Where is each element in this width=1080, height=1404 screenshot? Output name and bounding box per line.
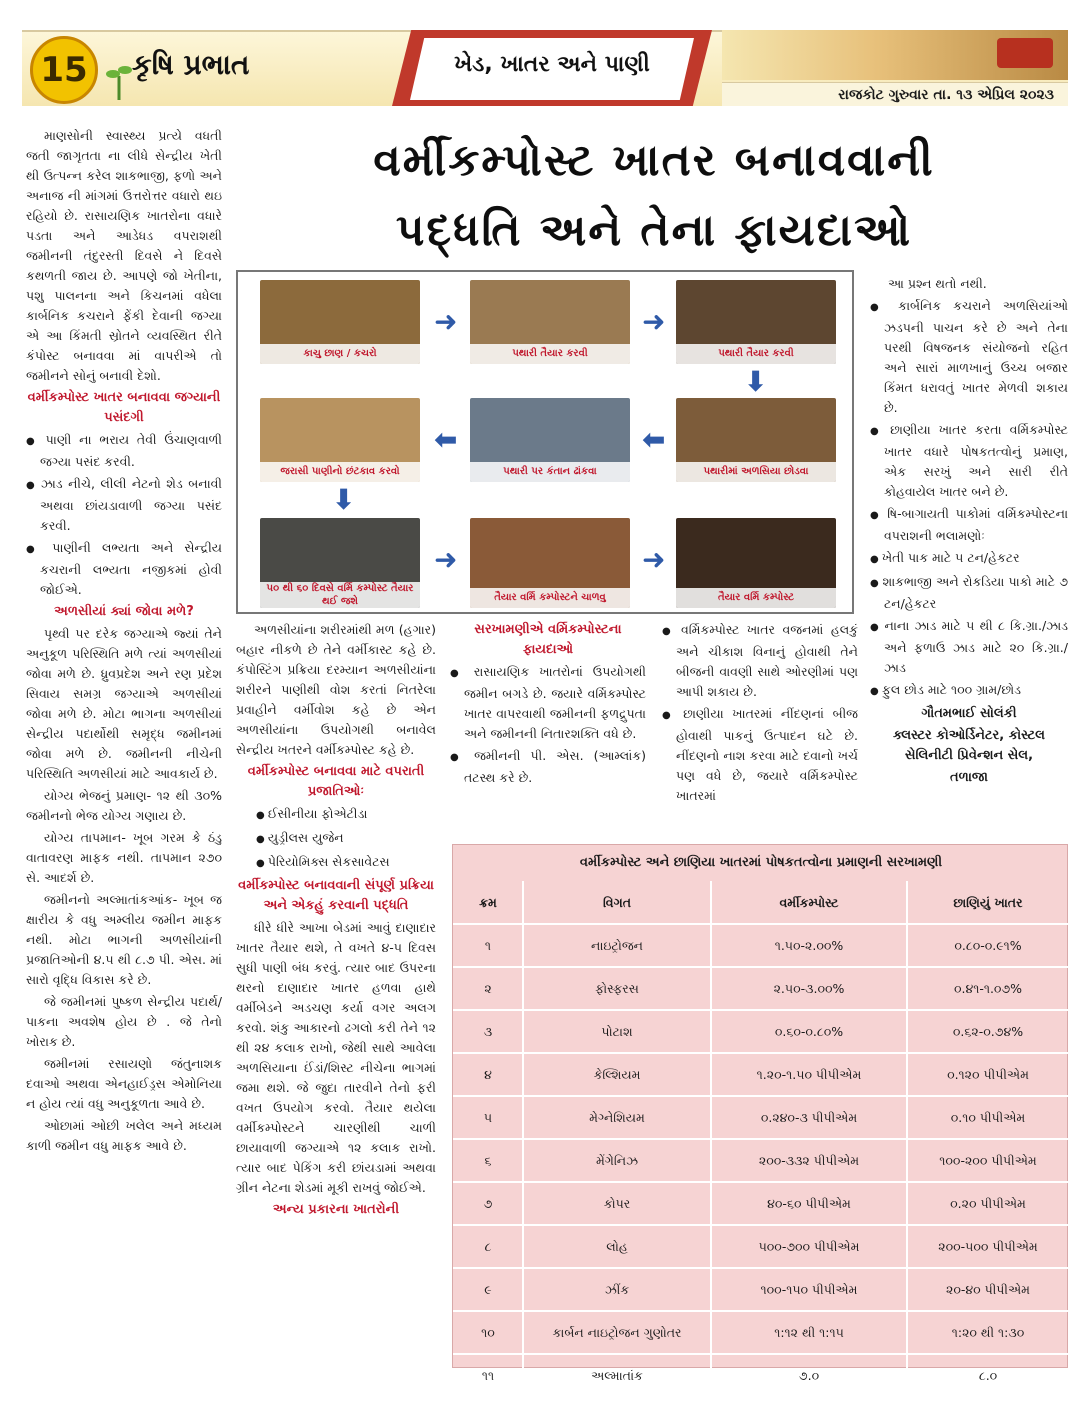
table-cell: ૨ [484,981,492,996]
process-photo [676,518,836,608]
table-cell: ૨૦૦-૫૦૦ પીપીએમ [938,1239,1038,1254]
row-divider [453,1052,1069,1054]
table-cell: ૬ [484,1153,492,1168]
topic-tag: ખેડ, ખાતર અને પાણી [454,52,650,77]
process-photo [260,398,420,482]
table-row [453,1096,1069,1139]
table-title: વર્મીકમ્પોસ્ટ અને છાણિયા ખાતરમાં પોષકતત્વોના પ્રમાણની સરખામણી [579,855,943,870]
bullet-item: ● ખેતી પાક માટે ૫ ટન/હેકટર [870,548,1068,570]
headline-line-1: વર્મીકમ્પોસ્ટ ખાતર બનાવવાની [373,135,935,186]
subheading-site-selection: વર્મીકમ્પોસ્ટ ખાતર બનાવવા જગ્યાની પસંદગી [27,390,221,425]
table-cell: અલ્માતાંક [591,1368,643,1383]
photo-caption: ૫૦ થી ૬૦ દિવસે વર્મિ કમ્પોસ્ટ તૈયાર થઈ જશે [260,582,420,608]
table-cell: ૦.૬૦-૦.૮૦% [774,1024,844,1039]
arrow-right-icon: ➜ [642,305,666,338]
column-3 [450,620,646,790]
bullet-item: ● વર્મિકમ્પોસ્ટ ખાતર વજનમાં હલકું અને ચીકાશ વિનાનું હોવાથી તેને બીજની વાવણી સાથે ઓરણીમાં પણ આપી શકાય છે. [662,620,858,702]
bullet-item: ● કાર્બનિક કચરાને અળસિયાંઓ ઝડપની પાચન કરે છે અને તેના પરથી વિષજનક સંયોજનો રહિત અને સારાં માળખાનું ઉચ્ચ બજાર કિંમત ધરાવતું ખાતર મેળવી શકાય છે. [870,296,1068,418]
table-header-cell: છાણિયું ખાતર [953,895,1023,910]
table-row [453,1139,1069,1182]
headline [236,126,1072,266]
page-number: 15 [30,36,98,104]
photo-caption: તૈયાર વર્મિ કમ્પોસ્ટ [676,588,836,608]
table-cell: ૧૦ [481,1325,495,1340]
table-cell: ૪ [484,1067,492,1082]
bullet-item: ● ઝાડ નીચે, લીલી નેટનો શેડ બનાવી અથવા છાંયડાવાળી જગ્યા પસંદ કરવી. [26,474,222,536]
headline-line-2: પદ્ધતિ અને તેના ફાયદાઓ [395,205,913,256]
row-divider [453,1181,1069,1183]
column-divider [522,881,524,1369]
table-cell: ૧:૧૨ થી ૧:૧૫ [774,1325,844,1340]
table-cell: ૫૦૦-૭૦૦ પીપીએમ [758,1239,860,1254]
photo-caption: પથારી તૈયાર કરવી [676,344,836,364]
bullet-item: ● પેરિયોમિક્સ સેકસાવેટસ [236,852,436,874]
nutrient-comparison-table [452,844,1068,1383]
table-cell: ૧:૨૦ થી ૧:૩૦ [951,1325,1025,1340]
row-divider [453,1224,1069,1226]
table-cell: ઝીંક [604,1282,630,1297]
subheading-comparison: અન્ય પ્રકારના ખાતરોની [272,1202,400,1217]
subheading-species: વર્મીકમ્પોસ્ટ બનાવવા માટે વપરાતી પ્રજાતિઓઃ [247,764,425,799]
paragraph: જમીનમાં રસાયણો જંતુનાશક દવાઓ અથવા એનહાઈડ્રસ એમોનિયા ન હોય ત્યાં વધુ અનુકૂળતા આવે છે. [26,1056,222,1111]
photo-caption: જરાસી પાણીનો છંટકાવ કરવો [260,462,420,482]
table-cell: નાઇટ્રોજન [591,938,643,953]
bullet-item: ● યુડ્રીલસ યુજેન [236,828,436,850]
table-cell: ૧ [484,938,492,953]
table-cell: ફોસ્ફરસ [595,981,639,996]
section-title: કૃષિ પ્રભાત [132,48,250,81]
column-divider [906,881,908,1369]
table-row [453,1182,1069,1225]
table-cell: કોપર [603,1196,631,1211]
process-photo [676,398,836,482]
photo-caption: પથારી તૈયાર કરવી [470,344,630,364]
table-cell: ૧૦૦-૨૦૦ પીપીએમ [939,1153,1037,1168]
column-4 [662,620,858,808]
table-cell: કેલ્શિયમ [593,1067,641,1082]
table-row [453,1053,1069,1096]
paragraph: પૃથ્વી પર દરેક જગ્યાએ જ્યાં તેને અનુકૂળ પરિસ્થિતિ મળે ત્યાં અળસીયાં જોવા મળે છે. ધ્રુવપ્રદેશ અને રણ પ્રદેશ સિવાય સમગ્ર જગ્યાએ અળસીયાં જોવા મળે છે. મોટા ભાગના અળસીયાં સેન્દ્રીય પદાર્થોથી સમૃદ્ધ જમીનમાં જોવા મળે છે. જમીનની નીચેની પરિસ્થિતિ અળસીયાં માટે આવકાર્ય છે. [26,626,222,781]
table-header-cell: ક્રમ [479,895,497,910]
table-cell: ૦.૪૧-૧.૦૭% [953,981,1023,996]
table-cell: ૦.૮૦-૦.૯૧% [954,938,1022,953]
table-cell: લોહ [606,1239,628,1254]
process-photo [470,518,630,608]
table-row [453,1311,1069,1354]
arrow-right-icon: ➜ [642,543,666,576]
table-header-row [453,881,1069,924]
column-divider [710,881,712,1369]
row-divider [453,923,1069,925]
dateline: રાજકોટ ગુરુવાર તા. ૧૩ એપ્રિલ ૨૦૨૩ [722,82,1068,106]
table-row [453,924,1069,967]
table-cell: ૧૧ [481,1368,495,1383]
process-photo [676,280,836,364]
bullet-item: ● છાણીયા ખાતર કરતા વર્મિકમ્પોસ્ટ ખાતર વધારે પોષકતત્વોનું પ્રમાણ, એક સરખું અને સારી રીતે કોહવાયેલ ખાતર બને છે. [870,420,1068,502]
process-photo [260,280,420,364]
author-role: ક્લસ્ટર કોઓર્ડિનેટર, કોસ્ટલ સેલિનીટી પ્રિવેન્શન સેલ, [893,728,1045,763]
process-photo-panel [236,270,854,614]
author-place: તળાજા [949,770,988,785]
arrow-left-icon: ⬅ [642,423,666,456]
process-photo [470,398,630,482]
table-cell: ૭ [483,1196,493,1211]
bullet-item: ● ફુલ છોડ માટે ૧૦૦ ગ્રામ/છોડ [870,680,1068,702]
arrow-left-icon: ⬅ [434,423,458,456]
table-cell: ૦.૧૨૦ પીપીએમ [947,1067,1029,1082]
process-photo [260,518,420,608]
column-1 [26,126,222,1158]
table-cell: ૨૦-૪૦ પીપીએમ [945,1282,1030,1297]
paragraph: જમીનનો અલ્માતાંકઆંક- ખૂબ જ ક્ષારીય કે વધુ અમ્લીય જમીન માફક નથી. મોટા ભાગની અળસીયાંની પ્રજાતિઓની ૪.૫ થી ૮.૭ પી. એસ. માં સારો વૃદ્ધિ વિકાસ કરે છે. [26,892,222,987]
table-row [453,1354,1069,1397]
sprout-icon [106,60,132,100]
author-name: ગૌતમભાઈ સોલંકી [921,706,1017,721]
table-cell: ૦.૬૨-૦.૭૪% [952,1024,1024,1039]
arrow-right-icon: ➜ [434,305,458,338]
table-cell: ૯ [484,1282,492,1297]
table-cell: ૧૦૦-૧૫૦ પીપીએમ [760,1282,858,1297]
masthead [22,22,1068,114]
photo-caption: તૈયાર વર્મિ કમ્પોસ્ટને ચાળવુ [470,588,630,608]
photo-caption: પથારીમાં અળસિયા છોડવા [676,462,836,482]
table-cell: ૦.૧૦ પીપીએમ [950,1110,1026,1125]
table-cell: ૦.૨૦ પીપીએમ [950,1196,1026,1211]
paragraph: યોગ્ય ભેજનું પ્રમાણ- ૧૨ થી ૩૦% જમીનનો ભેજ યોગ્ય ગણાય છે. [26,788,222,823]
row-divider [453,1009,1069,1011]
arrow-down-icon: ⬇ [332,483,356,516]
bullet-item: ● ષિ-બાગાયતી પાકોમાં વર્મિકમ્પોસ્ટના વપરાશની ભલામણોઃ [870,504,1068,546]
table-cell: ૧.૫૦-૨.૦૦% [774,938,844,953]
row-divider [453,1138,1069,1140]
table-cell: ૮ [484,1239,492,1254]
subheading-benefits: સરખામણીએ વર્મિકમ્પોસ્ટના ફાયદાઓ [474,622,622,657]
table-cell: પોટાશ [601,1024,633,1039]
subheading-process: વર્મીકમ્પોસ્ટ બનાવવાની સંપૂર્ણ પ્રક્રિયા અને એકહું કરવાની પદ્ધતિ [238,878,434,913]
table-row [453,1225,1069,1268]
paragraph: અળસીયાંના શરીરમાંથી મળ (હગાર) બહાર નીકળે છે તેને વર્મીકાસ્ટ કહે છે. કંપોસ્ટિંગ પ્રક્રિયા દરમ્યાન અળસીયાંના શરીરને પાણીથી વોશ કરતાં નિતરેલા પ્રવાહીને વર્મીવોશ કહે છે એન અળસીયાંના ઉપયોગથી બનાવેલ સેન્દ્રીય ખતરને વર્મીકમ્પોસ્ટ કહે છે. [236,622,436,757]
table-cell: ૮.૦ [978,1368,998,1383]
bullet-item: ● નાના ઝાડ માટે ૫ થી ૮ કિ.ગ્રા./ઝાડ અને ફળાઉ ઝાડ માટે ૨૦ કિ.ગ્રા./ઝાડ [870,616,1068,678]
row-divider [453,1095,1069,1097]
table-cell: મેંગેનિઝ [595,1153,638,1168]
table-row [453,1010,1069,1053]
table-cell: કાર્બન નાઇટ્રોજન ગુણોતર [552,1325,682,1340]
paragraph: આ પ્રશ્ન થતો નથી. [888,276,987,291]
bullet-item: ● છાણીયા ખાતરમાં નીંદણનાં બીજ હોવાથી પાકનું ઉત્પાદન ઘટે છે. નીંદણનો નાશ કરવા માટે દવાનો ખર્ચ પણ વધે છે, જયારે વર્મિકમ્પોસ્ટ ખાતરમાં [662,704,858,806]
table-header-cell: વિગત [602,895,632,910]
row-divider [453,1353,1069,1355]
table-cell: ૪૦-૬૦ પીપીએમ [767,1196,851,1211]
paragraph: યોગ્ય તાપમાન- ખૂબ ગરમ કે ઠંડુ વાતાવરણ માફક નથી. તાપમાન ૨૭૦ સે. આદર્શ છે. [26,830,222,885]
table-cell: ૫ [483,1110,493,1125]
bullet-item: ● શાકભાજી અને રોકડિયા પાકો માટે ૭ ટન/હેકટર [870,572,1068,614]
bullet-item: ● પાણી ના ભરાય તેવી ઉંચાણવાળી જગ્યા પસંદ કરવી. [26,430,222,472]
arrow-right-icon: ➜ [434,543,458,576]
paragraph: ધીરે ધીરે આખા બેડમાં આવું દાણાદાર ખાતર તૈયાર થશે, તે વખતે ૪-૫ દિવસ સુધી પાણી બંધ કરવું. ત્યાર બાદ ઉપરના થરનો દાણાદાર ખાતર હળવા હાથે વર્મીબેડને અડચણ કર્યા વગર અલગ કરવો. શંકુ આકારનો ઢગલો કરી તેને ૧૨ થી ૨૪ કલાક રાખો, જેથી સાથે આવેલા અળસિયાના ઈંડાં/શિસ્ટ નીચેના ભાગમાં જમા થશે. જે જુદા તારવીને તેનો ફરી વખત ઉપયોગ કરવો. તૈયાર થયેલા વર્મીકમ્પોસ્ટને ચારણીથી ચાળી છાયાવાળી જગ્યાએ ૧૨ કલાક રાખો. ત્યાર બાદ પેકિંગ કરી છાંયડામાં અથવા ગ્રીન નેટના શેડમાં મૂકી રાખવું જોઈએ. [236,920,436,1195]
arrow-down-icon: ⬇ [744,365,768,398]
table-cell: ૭.૦ [798,1368,820,1383]
row-divider [453,966,1069,968]
paragraph: ઓછામાં ઓછી ખલેલ અને મધ્યમ કાળી જમીન વધુ માફક આવે છે. [26,1118,222,1153]
table-cell: ૧.૨૦-૧.૫૦ પીપીએમ [756,1067,862,1082]
subheading-earthworm-habitat: અળસીયાં ક્યાં જોવા મળે? [54,604,194,619]
process-photo [470,280,630,364]
bullet-item: ● ઈસીનીયા ફોએટીડા [236,804,436,826]
table-cell: ૨૦૦-૩૩૨ પીપીએમ [758,1153,860,1168]
table-header-cell: વર્મીકમ્પોસ્ટ [779,895,839,910]
table-cell: ૩ [483,1024,493,1039]
bullet-item: ● રાસાયણિક ખાતરોનાં ઉપયોગથી જમીન બગડે છે. જયારે વર્મિકમ્પોસ્ટ ખાતર વાપરવાથી જમીનની ફળદ્રુપતા અને જમીનની નિતારશક્તિ વધે છે. [450,662,646,744]
photo-caption: પથારી પર કંતાન ઢાંકવા [470,462,630,482]
column-5 [870,274,1068,790]
table-cell: ૦.૨૪૦-૩ પીપીએમ [760,1110,858,1125]
table-row [453,1268,1069,1311]
row-divider [453,1267,1069,1269]
bullet-item: ● પાણીની લભ્યતા અને સેન્દ્રીય કચરાની લભ્યતા નજીકમાં હોવી જોઈએ. [26,538,222,600]
paragraph: જે જમીનમાં પુષ્કળ સેન્દ્રીય પદાર્થ/ પાકના અવશેષ હોય છે . જે તેનો ખોરાક છે. [26,994,222,1049]
harvester-icon [997,38,1053,68]
column-2 [236,620,436,1222]
bullet-item: ● જમીનની પી. એસ. (આમ્લાંક) તટસ્થ કરે છે. [450,746,646,788]
row-divider [453,1310,1069,1312]
photo-caption: કાચુ છાણ / કચરો [260,344,420,364]
table-row [453,967,1069,1010]
intro-paragraph: માણસોની સ્વાસ્થ્ય પ્રત્યે વધતી જતી જાગૃતતા ના લીધે સેન્દ્રીય ખેતી થી ઉત્પન્ન કરેલ શાકભાજી, ફળો અને અનાજ ની માંગમાં ઉત્તરોત્તર વધારો થઇ રહિયો છે. રાસાયણિક ખાતરોના વધારે પડતા અને આડેધડ વપરાશથી જમીનની તંદુરસ્તી દિવસે ને દિવસે કથળતી જાય છે. આપણે જો ખેતીના, પશુ પાલનના અને કિચનમાં વધેલા કાર્બનિક કચરાને ફેંકી દેવાની જગ્યા એ આ કિંમતી સ્રોતને વ્યવસ્થિત રીતે કંપોસ્ટ બનાવવા માં વાપરીએ તો જમીનને સોનું બનાવી દેશો. [26,128,222,383]
table-cell: મેગ્નેશિયમ [589,1110,645,1125]
table-cell: ૨.૫૦-૩.૦૦% [773,981,845,996]
